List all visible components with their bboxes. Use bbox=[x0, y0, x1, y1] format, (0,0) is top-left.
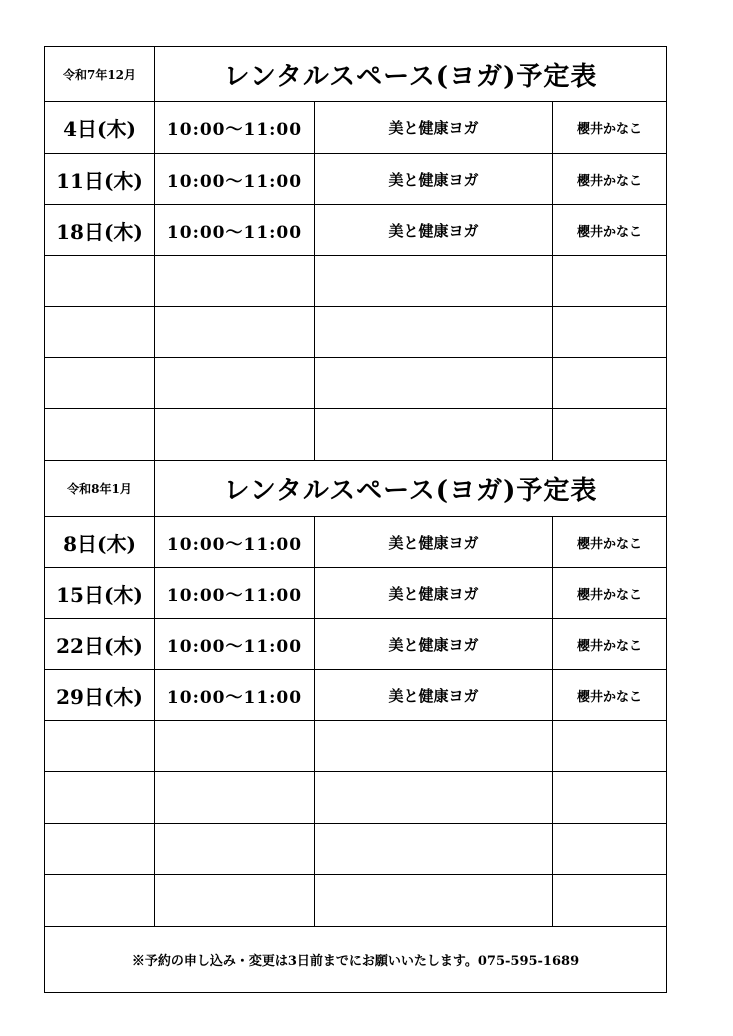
time-cell bbox=[155, 256, 315, 306]
date-cell bbox=[45, 875, 155, 926]
table-row bbox=[45, 409, 666, 461]
class-cell bbox=[315, 409, 553, 460]
class-cell bbox=[315, 307, 553, 357]
time-cell bbox=[155, 358, 315, 408]
date-cell bbox=[45, 256, 155, 306]
table-row bbox=[45, 824, 666, 875]
class-cell bbox=[315, 358, 553, 408]
time-cell bbox=[155, 409, 315, 460]
table-row bbox=[45, 875, 666, 927]
instructor-cell: 櫻井かなこ bbox=[576, 536, 642, 552]
date-cell bbox=[45, 307, 155, 357]
date-cell: 18日(木) bbox=[45, 205, 155, 255]
instructor-cell bbox=[553, 772, 666, 823]
instructor-cell: 櫻井かなこ bbox=[576, 638, 642, 654]
date-cell: 8日(木) bbox=[45, 517, 155, 567]
class-cell bbox=[315, 256, 553, 306]
instructor-cell: 櫻井かなこ bbox=[576, 587, 642, 603]
time-cell bbox=[155, 875, 315, 926]
time-cell: 10:00～11:00 bbox=[155, 568, 315, 618]
table-row bbox=[45, 568, 666, 619]
instructor-cell bbox=[553, 875, 666, 926]
era-month-label: 令和8年1月 bbox=[45, 461, 155, 516]
time-cell bbox=[155, 772, 315, 823]
table-row bbox=[45, 256, 666, 307]
time-cell bbox=[155, 721, 315, 771]
class-cell: 美と健康ヨガ bbox=[315, 102, 553, 153]
instructor-cell: 櫻井かなこ bbox=[576, 224, 642, 240]
table-row bbox=[45, 517, 666, 568]
schedule-title: レンタルスペース(ヨガ)予定表 bbox=[223, 476, 598, 506]
class-cell bbox=[315, 875, 553, 926]
instructor-cell: 櫻井かなこ bbox=[576, 689, 642, 705]
time-cell: 10:00～11:00 bbox=[155, 154, 315, 204]
time-cell bbox=[155, 307, 315, 357]
schedule-header-2 bbox=[45, 461, 666, 517]
time-cell: 10:00～11:00 bbox=[155, 517, 315, 567]
table-row bbox=[45, 772, 666, 824]
date-cell: 29日(木) bbox=[45, 670, 155, 720]
instructor-cell: 櫻井かなこ bbox=[576, 173, 642, 189]
table-row bbox=[45, 102, 666, 154]
time-cell: 10:00～11:00 bbox=[155, 670, 315, 720]
table-row bbox=[45, 358, 666, 409]
time-cell bbox=[155, 824, 315, 874]
class-cell: 美と健康ヨガ bbox=[315, 517, 553, 567]
time-cell: 10:00～11:00 bbox=[155, 102, 315, 153]
class-cell: 美と健康ヨガ bbox=[315, 619, 553, 669]
class-cell bbox=[315, 824, 553, 874]
date-cell: 15日(木) bbox=[45, 568, 155, 618]
class-cell: 美と健康ヨガ bbox=[315, 205, 553, 255]
instructor-cell bbox=[553, 409, 666, 460]
date-cell: 4日(木) bbox=[45, 102, 155, 153]
table-row bbox=[45, 721, 666, 772]
instructor-cell bbox=[553, 256, 666, 306]
class-cell bbox=[315, 772, 553, 823]
class-cell bbox=[315, 721, 553, 771]
date-cell: 11日(木) bbox=[45, 154, 155, 204]
class-cell: 美と健康ヨガ bbox=[315, 154, 553, 204]
time-cell: 10:00～11:00 bbox=[155, 205, 315, 255]
date-cell bbox=[45, 358, 155, 408]
table-row bbox=[45, 670, 666, 721]
table-row bbox=[45, 154, 666, 205]
instructor-cell bbox=[553, 358, 666, 408]
reservation-note: ※予約の申し込み・変更は3日前までにお願いいたします。075-595-1689 bbox=[131, 954, 580, 969]
time-cell: 10:00～11:00 bbox=[155, 619, 315, 669]
date-cell bbox=[45, 824, 155, 874]
date-cell bbox=[45, 721, 155, 771]
instructor-cell bbox=[553, 824, 666, 874]
schedule-title: レンタルスペース(ヨガ)予定表 bbox=[223, 61, 598, 92]
date-cell bbox=[45, 772, 155, 823]
date-cell bbox=[45, 409, 155, 460]
table-row bbox=[45, 307, 666, 358]
class-cell: 美と健康ヨガ bbox=[315, 670, 553, 720]
date-cell: 22日(木) bbox=[45, 619, 155, 669]
instructor-cell bbox=[553, 307, 666, 357]
era-month-label: 令和7年12月 bbox=[45, 47, 155, 101]
instructor-cell: 櫻井かなこ bbox=[576, 122, 642, 137]
class-cell: 美と健康ヨガ bbox=[315, 568, 553, 618]
table-row bbox=[45, 619, 666, 670]
table-row bbox=[45, 205, 666, 256]
schedule-sheet bbox=[44, 46, 667, 993]
schedule-header-1 bbox=[45, 47, 666, 102]
instructor-cell bbox=[553, 721, 666, 771]
